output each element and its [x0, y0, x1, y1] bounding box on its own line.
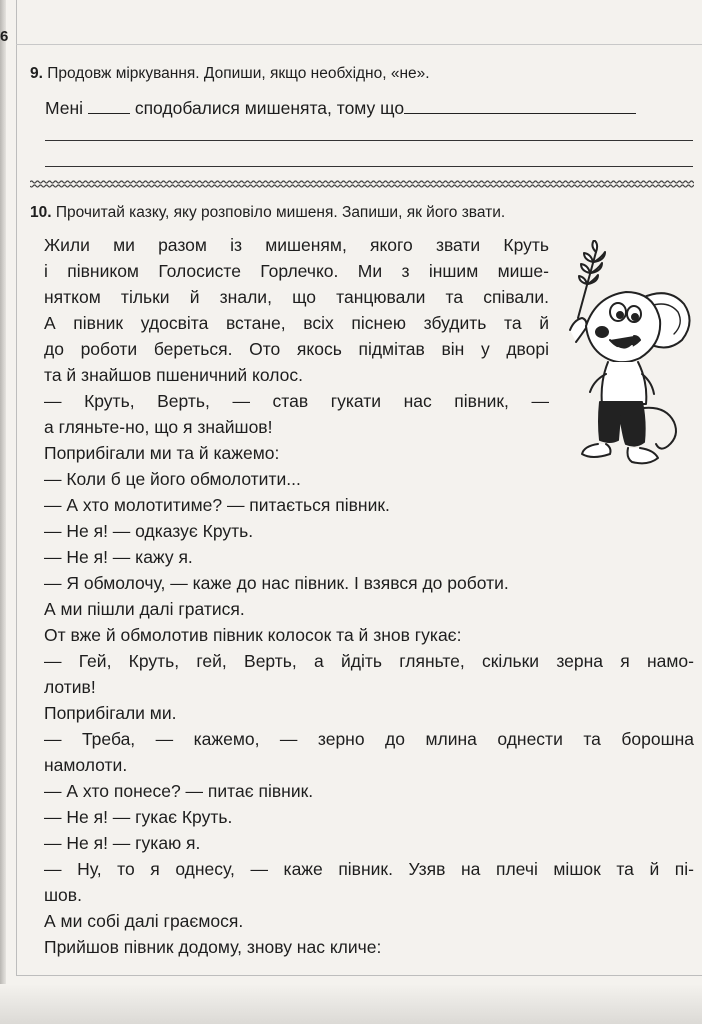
story-line: А ми пішли далі гратися. [44, 599, 245, 619]
task-10-instruction: Прочитай казку, яку розповіло мишеня. Запиши, як його звати. [55, 204, 506, 221]
story-line: — Коли б це його обмолотити... [44, 469, 301, 489]
answer-blank-reason[interactable] [404, 99, 636, 114]
story-line: — Я обмолочу, — каже до нас півник. І взявся до роботи. [44, 573, 509, 593]
story-line: — А хто понесе? — питає півник. [44, 781, 314, 801]
page-edge-shadow [0, 0, 9, 1024]
story-line: та й знайшов пшеничний колос. [44, 365, 304, 385]
story-line: А ми собі далі граємося. [44, 911, 244, 931]
story-line: нятком тільки й знали, що танцювали та співали. [44, 287, 549, 307]
story-line: шов. [44, 885, 82, 905]
sentence-middle: сподобалися мишенята, тому що [134, 98, 405, 118]
task-9-heading [30, 65, 430, 83]
story-line: до роботи береться. Ото якось підмітав він у дворі [44, 339, 549, 359]
page-number: 6 [0, 28, 9, 45]
story-line: — Не я! — гукає Круть. [44, 807, 233, 827]
story-line: От вже й обмолотив півник колосок та й знов гукає: [44, 625, 462, 645]
frame-top-line [16, 44, 702, 45]
story-line: а гляньте-но, що я знайшов! [44, 417, 273, 437]
sentence-start: Мені [45, 98, 84, 118]
task-9-instruction: Продовж міркування. Допиши, якщо необхідно, «не». [47, 65, 430, 82]
frame-left-line [16, 0, 17, 975]
story-line: Жили ми разом із мишеням, якого звати Круть [44, 235, 549, 255]
story-line: — Круть, Верть, — став гукати нас півник, — [44, 391, 549, 411]
story-line: — Не я! — одказує Круть. [44, 521, 254, 541]
story-line: Поприбігали ми. [44, 703, 177, 723]
story-line: — Не я! — кажу я. [44, 547, 193, 567]
wavy-divider [30, 180, 694, 188]
story-line: — Ну, то я однесу, — каже півник. Узяв на плечі мішок та й пі- [44, 859, 694, 879]
story-line: і півником Голосисте Горлечко. Ми з іншим мише- [44, 261, 549, 281]
task-9-sentence [45, 98, 636, 119]
story-line: Прийшов півник додому, знову нас кличе: [44, 937, 382, 957]
answer-line-1[interactable] [45, 140, 693, 141]
task-9-number: 9. [30, 65, 43, 82]
story-line: — Не я! — гукаю я. [44, 833, 201, 853]
story-line: — Гей, Круть, гей, Верть, а йдіть гляньте, скільки зерна я намо- [44, 651, 694, 671]
story-line: лотив! [44, 677, 96, 697]
answer-line-2[interactable] [45, 166, 693, 167]
frame-bottom-line [16, 975, 702, 976]
story-line: намолоти. [44, 755, 128, 775]
story-line: Поприбігали ми та й кажемо: [44, 443, 280, 463]
mouse-with-wheat-illustration [556, 240, 696, 476]
task-10-number: 10. [30, 204, 52, 221]
task-10-heading [30, 204, 505, 222]
page-bottom-shadow [0, 984, 702, 1024]
story-line: А півник удосвіта встане, всіх піснею збудить та й [44, 313, 549, 333]
story-line: — А хто молотитиме? — питається півник. [44, 495, 390, 515]
answer-blank-ne[interactable] [88, 99, 130, 114]
story-line: — Треба, — кажемо, — зерно до млина однести та борошна [44, 729, 694, 749]
